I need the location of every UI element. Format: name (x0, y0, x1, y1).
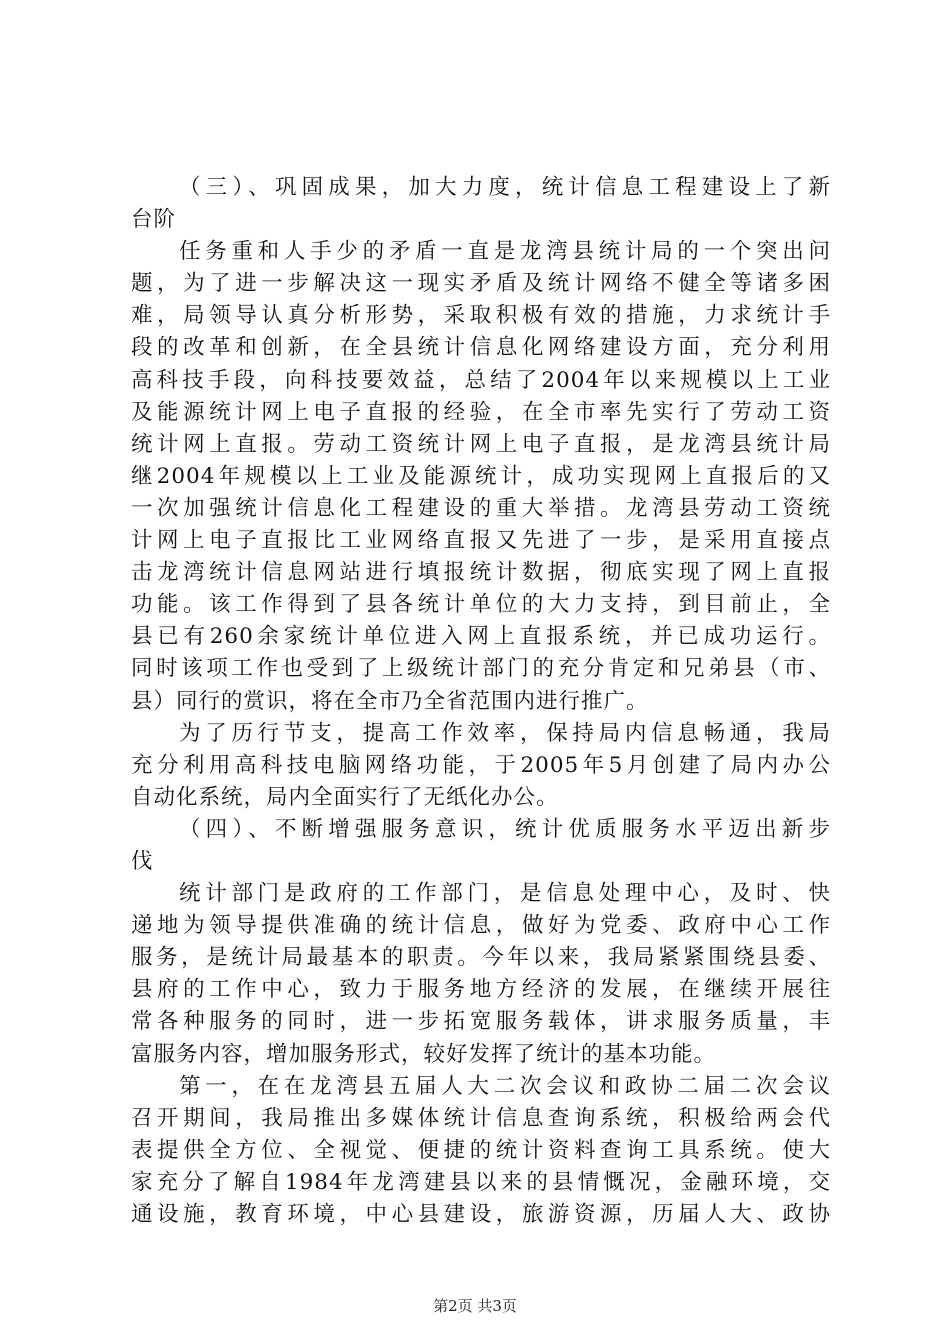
text-line: 递地为领导提供准确的统计信息，做好为党委、政府中心工作 (131, 913, 831, 939)
text-line: 任务重和人手少的矛盾一直是龙湾县统计局的一个突出问 (179, 239, 831, 265)
text-line: 台阶 (131, 207, 177, 233)
text-line: 同时该项工作也受到了上级统计部门的充分肯定和兄弟县（市、 (131, 656, 831, 682)
text-line: 统计网上直报。劳动工资统计网上电子直报，是龙湾县统计局 (131, 431, 831, 457)
text-line: 高科技手段，向科技要效益，总结了2004年以来规模以上工业 (131, 367, 831, 393)
text-line: 为了历行节支，提高工作效率，保持局内信息畅通，我局 (179, 720, 831, 746)
text-line: 一次加强统计信息化工程建设的重大举措。龙湾县劳动工资统 (131, 495, 831, 521)
document-body (131, 172, 831, 1231)
text-line: 召开期间，我局推出多媒体统计信息查询系统，积极给两会代 (131, 1105, 831, 1131)
text-line: 自动化系统，局内全面实行了无纸化办公。 (131, 784, 559, 810)
text-line: （三）、巩固成果，加大力度，统计信息工程建设上了新 (179, 175, 831, 200)
text-line: 统计部门是政府的工作部门，是信息处理中心，及时、快 (179, 881, 831, 907)
text-line: 富服务内容，增加服务形式，较好发挥了统计的基本功能。 (131, 1041, 717, 1067)
text-line: 充分利用高科技电脑网络功能，于2005年5月创建了局内办公 (131, 752, 831, 778)
text-line: 县府的工作中心，致力于服务地方经济的发展，在继续开展往 (131, 977, 831, 1003)
text-line: 及能源统计网上电子直报的经验，在全市率先实行了劳动工资 (131, 399, 831, 425)
text-line: 县）同行的赏识，将在全市乃全省范围内进行推广。 (131, 688, 649, 714)
text-line: 第一，在在龙湾县五届人大二次会议和政协二届二次会议 (179, 1073, 831, 1099)
text-line: 表提供全方位、全视觉、便捷的统计资料查询工具系统。使大 (131, 1137, 831, 1163)
text-line: 题，为了进一步解决这一现实矛盾及统计网络不健全等诸多困 (131, 271, 831, 297)
text-line: 家充分了解自1984年龙湾建县以来的县情慨况，金融环境，交 (131, 1169, 831, 1195)
text-line: 难，局领导认真分析形势，采取积极有效的措施，力求统计手 (131, 303, 831, 329)
text-line: 伐 (131, 848, 154, 874)
page-footer: 第2页 共3页 (433, 1297, 517, 1315)
text-line: 击龙湾统计信息网站进行填报统计数据，彻底实现了网上直报 (131, 560, 831, 586)
text-line: 通设施，教育环境，中心县建设，旅游资源，历届人大、政协 (131, 1202, 831, 1227)
text-line: （四）、不断增强服务意识，统计优质服务水平迈出新步 (179, 816, 831, 842)
text-line: 计网上电子直报比工业网络直报又先进了一步，是采用直接点 (131, 528, 831, 554)
text-line: 常各种服务的同时，进一步拓宽服务载体，讲求服务质量，丰 (131, 1009, 831, 1035)
text-line: 服务，是统计局最基本的职责。今年以来，我局紧紧围绕县委、 (131, 945, 831, 971)
text-line: 段的改革和创新，在全县统计信息化网络建设方面，充分利用 (131, 335, 831, 361)
text-line: 功能。该工作得到了县各统计单位的大力支持，到目前止，全 (131, 592, 831, 618)
text-line: 县已有260余家统计单位进入网上直报系统，并已成功运行。 (131, 624, 831, 650)
text-line: 继2004年规模以上工业及能源统计，成功实现网上直报后的又 (131, 463, 831, 489)
